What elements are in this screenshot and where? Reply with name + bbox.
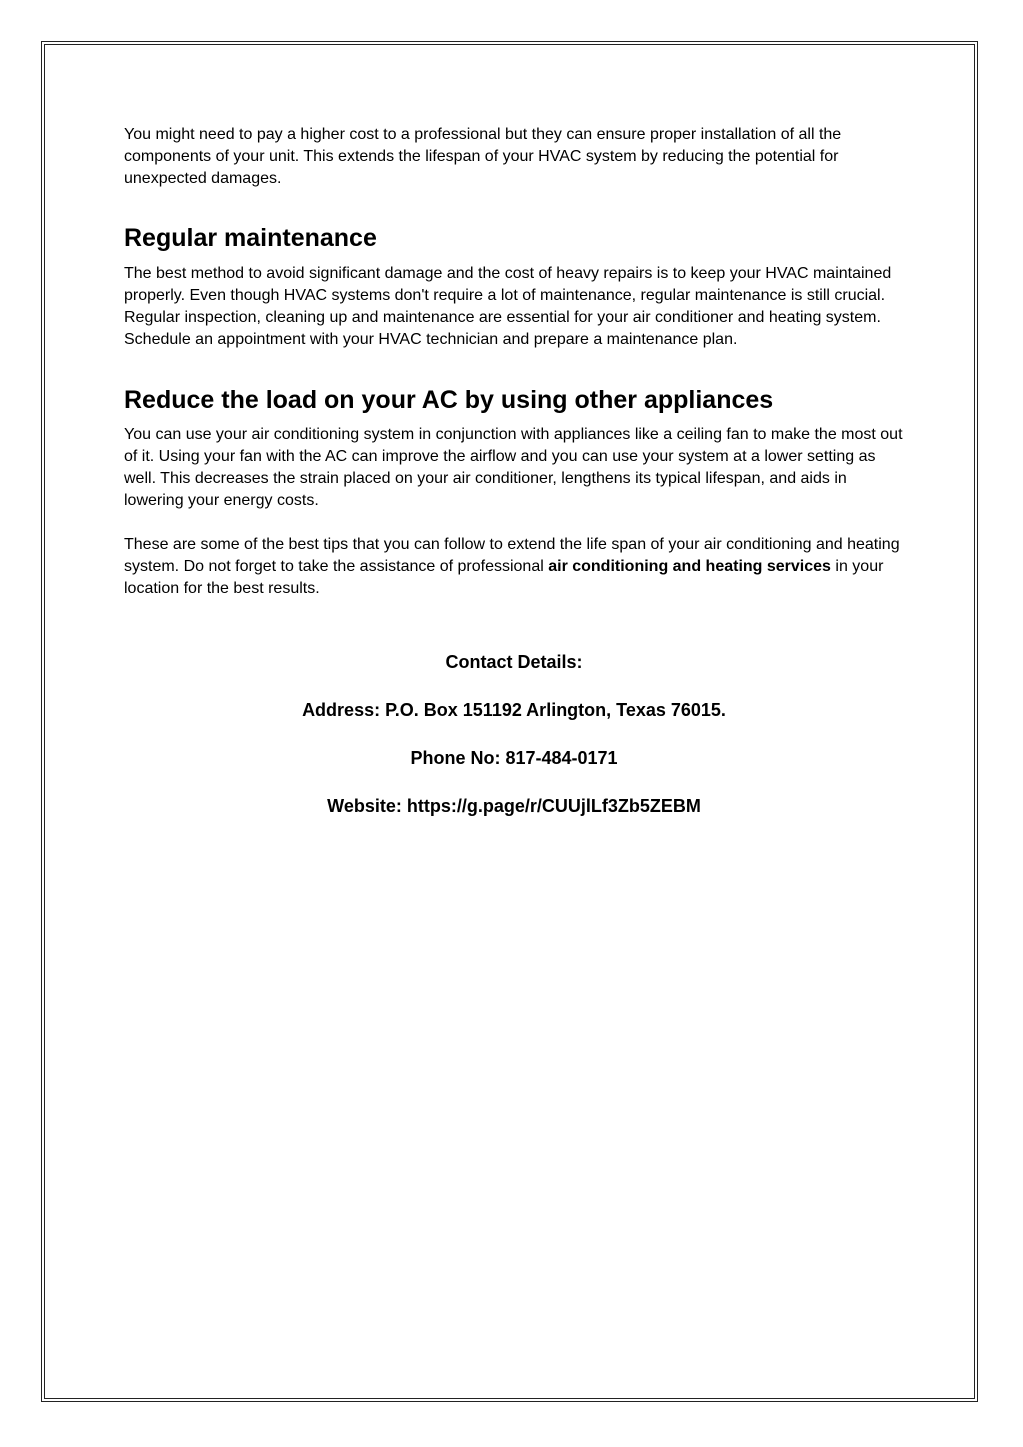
closing-text-end: in your location for the best results. <box>124 558 884 597</box>
reduce-load-paragraph: You can use your air conditioning system in conjunction with appliances like a ceiling fan to make the most out of it. Using your fan with the AC can improve the airflow and you can use your system at a lower setting as well. This decreases the strain placed on your air conditioner, lengthens its typical lifespan, and aids in lowering your energy costs. <box>124 426 903 509</box>
heading-regular-maintenance: Regular maintenance <box>124 224 377 252</box>
intro-paragraph: You might need to pay a higher cost to a professional but they can ensure proper installation of all the components of your unit. This extends the lifespan of your HVAC system by reducing the potential for unexpected damages. <box>124 126 842 187</box>
maintenance-paragraph: The best method to avoid significant damage and the cost of heavy repairs is to keep your HVAC maintained properly. Even though HVAC systems don't require a lot of maintenance, regular maintenance is still crucial. Regular inspection, cleaning up and maintenance are essential for your air conditioner and heating system. Schedule an appointment with your HVAC technician and prepare a maintenance plan. <box>124 265 892 348</box>
contact-address: Address: P.O. Box 151192 Arlington, Texas 76015. <box>302 700 726 720</box>
contact-website: Website: https://g.page/r/CUUjlLf3Zb5ZEBM <box>327 796 701 816</box>
contact-details-block <box>124 651 904 817</box>
contact-phone: Phone No: 817-484-0171 <box>410 748 618 768</box>
closing-text-start: These are some of the best tips that you can follow to extend the life span of your air conditioning and heating system. Do not forget to take the assistance of professional <box>124 536 900 575</box>
heading-reduce-load: Reduce the load on your AC by using other appliances <box>124 386 774 414</box>
document-body <box>124 124 904 843</box>
contact-title: Contact Details: <box>445 652 583 672</box>
closing-paragraph <box>124 534 904 600</box>
closing-bold-services: air conditioning and heating services <box>548 558 831 575</box>
